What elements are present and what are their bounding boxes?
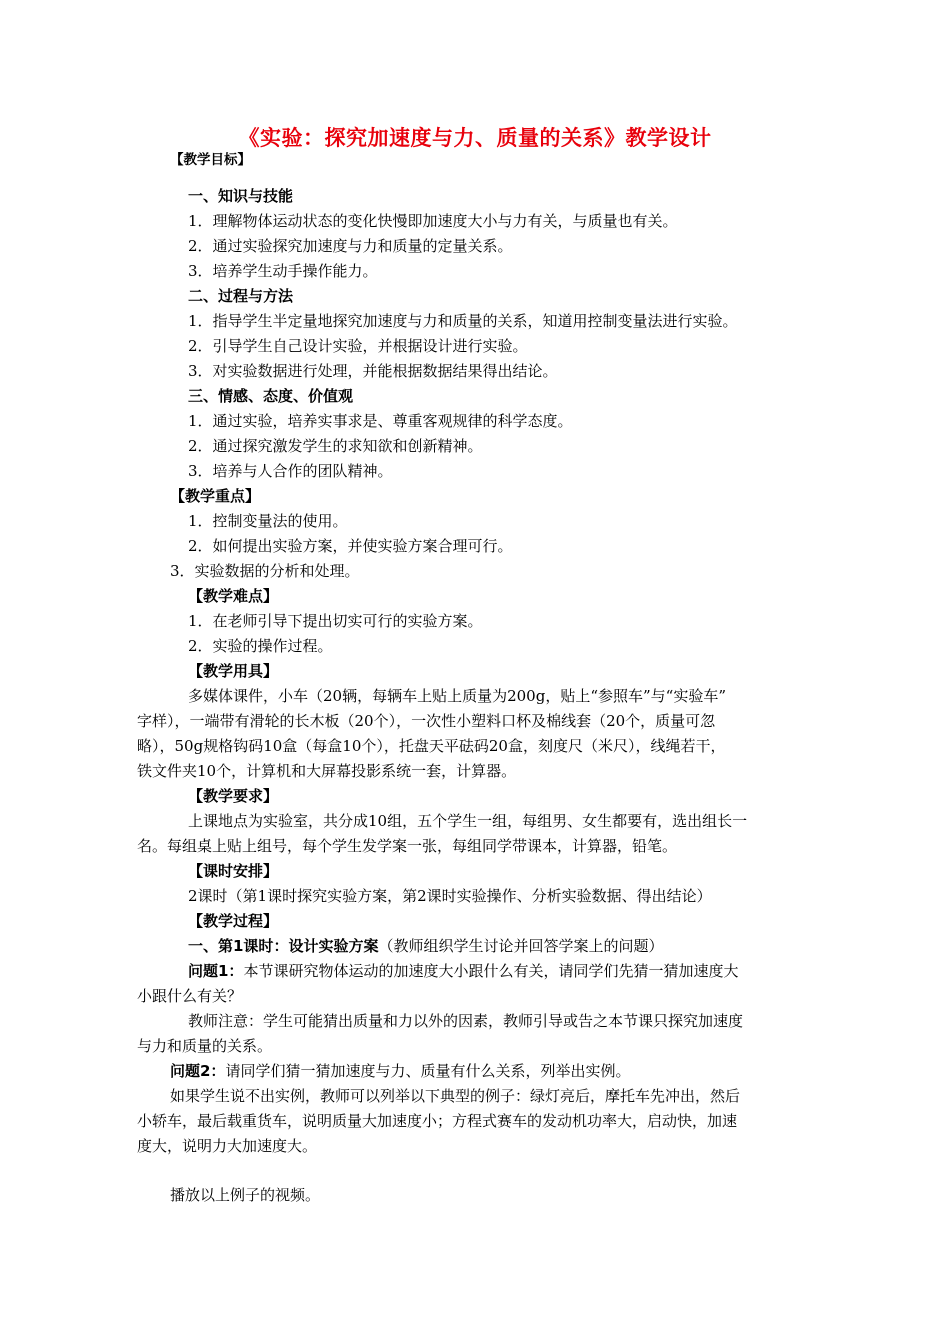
question-2-line bbox=[170, 1061, 630, 1081]
goal-header: 【教学目标】 bbox=[170, 152, 251, 168]
document-title: 《实验：探究加速度与力、质量的关系》教学设计 bbox=[238, 126, 712, 150]
requirements-line: 名。每组桌上贴上组号，每个学生发学案一张，每组同学带课本，计算器，铅笔。 bbox=[137, 837, 678, 855]
key-point-item: 2．如何提出实验方案，并使实验方案合理可行。 bbox=[188, 537, 513, 555]
process-item: 3．对实验数据进行处理，并能根据数据结果得出结论。 bbox=[188, 362, 558, 380]
video-line: 播放以上例子的视频。 bbox=[170, 1186, 321, 1204]
question-2-label: 问题2： bbox=[170, 1062, 226, 1080]
schedule-line: 2课时（第1课时探究实验方案，第2课时实验操作、分析实验数据、得出结论） bbox=[188, 887, 712, 905]
question-1-line bbox=[188, 961, 738, 981]
section-process-title: 二、过程与方法 bbox=[188, 287, 294, 305]
section-attitude-title: 三、情感、态度、价值观 bbox=[188, 387, 354, 405]
example-line: 度大，说明力大加速度大。 bbox=[137, 1137, 318, 1155]
difficulty-header: 【教学难点】 bbox=[188, 587, 279, 605]
question-1-text: 本节课研究物体运动的加速度大小跟什么有关，请同学们先猜一猜加速度大 bbox=[243, 962, 739, 980]
key-point-item: 1．控制变量法的使用。 bbox=[188, 512, 348, 530]
question-2-text: 请同学们猜一猜加速度与力、质量有什么关系，列举出实例。 bbox=[225, 1062, 631, 1080]
attitude-item: 3．培养与人合作的团队精神。 bbox=[188, 462, 393, 480]
tools-paragraph-line: 字样），一端带有滑轮的长木板（20个），一次性小塑料口杯及棉线套（20个，质量可忽 bbox=[137, 712, 716, 730]
tools-paragraph-line: 略），50g规格钩码10盒（每盒10个），托盘天平砝码20盒，刻度尺（米尺），线绳若干， bbox=[137, 737, 726, 755]
requirements-line: 上课地点为实验室，共分成10组，五个学生一组，每组男、女生都要有，选出组长一 bbox=[188, 812, 748, 830]
example-line: 如果学生说不出实例，教师可以列举以下典型的例子：绿灯亮后，摩托车先冲出，然后 bbox=[170, 1087, 741, 1105]
attitude-item: 1．通过实验，培养实事求是、尊重客观规律的科学态度。 bbox=[188, 412, 573, 430]
lesson-1-line bbox=[188, 936, 663, 956]
process-header: 【教学过程】 bbox=[188, 912, 279, 930]
teacher-note-line: 教师注意：学生可能猜出质量和力以外的因素，教师引导或告之本节课只探究加速度 bbox=[188, 1012, 744, 1030]
lesson-1-title: 一、第1课时：设计实验方案 bbox=[188, 937, 379, 955]
tools-paragraph-line: 铁文件夹10个，计算机和大屏幕投影系统一套，计算器。 bbox=[137, 762, 517, 780]
knowledge-item: 1．理解物体运动状态的变化快慢即加速度大小与力有关，与质量也有关。 bbox=[188, 212, 678, 230]
tools-paragraph-line bbox=[188, 686, 810, 706]
key-points-header: 【教学重点】 bbox=[170, 487, 261, 505]
schedule-header: 【课时安排】 bbox=[188, 862, 279, 880]
lesson-1-note: （教师组织学生讨论并回答学案上的问题） bbox=[378, 937, 664, 955]
key-point-item: 3．实验数据的分析和处理。 bbox=[170, 562, 360, 580]
tools-header: 【教学用具】 bbox=[188, 662, 279, 680]
tools-text: 多媒体课件，小车（20辆，每辆车上贴上质量为200g，贴上“参照车”与“实验车” bbox=[188, 687, 726, 705]
question-1-line: 小跟什么有关？ bbox=[137, 987, 243, 1005]
process-item: 1．指导学生半定量地探究加速度与力和质量的关系，知道用控制变量法进行实验。 bbox=[188, 312, 738, 330]
process-item: 2．引导学生自己设计实验，并根据设计进行实验。 bbox=[188, 337, 528, 355]
requirements-header: 【教学要求】 bbox=[188, 787, 279, 805]
attitude-item: 2．通过探究激发学生的求知欲和创新精神。 bbox=[188, 437, 483, 455]
knowledge-item: 3．培养学生动手操作能力。 bbox=[188, 262, 378, 280]
question-1-label: 问题1： bbox=[188, 962, 244, 980]
section-knowledge-title: 一、知识与技能 bbox=[188, 187, 294, 205]
difficulty-item: 1．在老师引导下提出切实可行的实验方案。 bbox=[188, 612, 483, 630]
knowledge-item: 2．通过实验探究加速度与力和质量的定量关系。 bbox=[188, 237, 513, 255]
difficulty-item: 2．实验的操作过程。 bbox=[188, 637, 333, 655]
example-line: 小轿车，最后载重货车，说明质量大加速度小；方程式赛车的发动机功率大，启动快，加速 bbox=[137, 1112, 738, 1130]
teacher-note-line: 与力和质量的关系。 bbox=[137, 1037, 273, 1055]
